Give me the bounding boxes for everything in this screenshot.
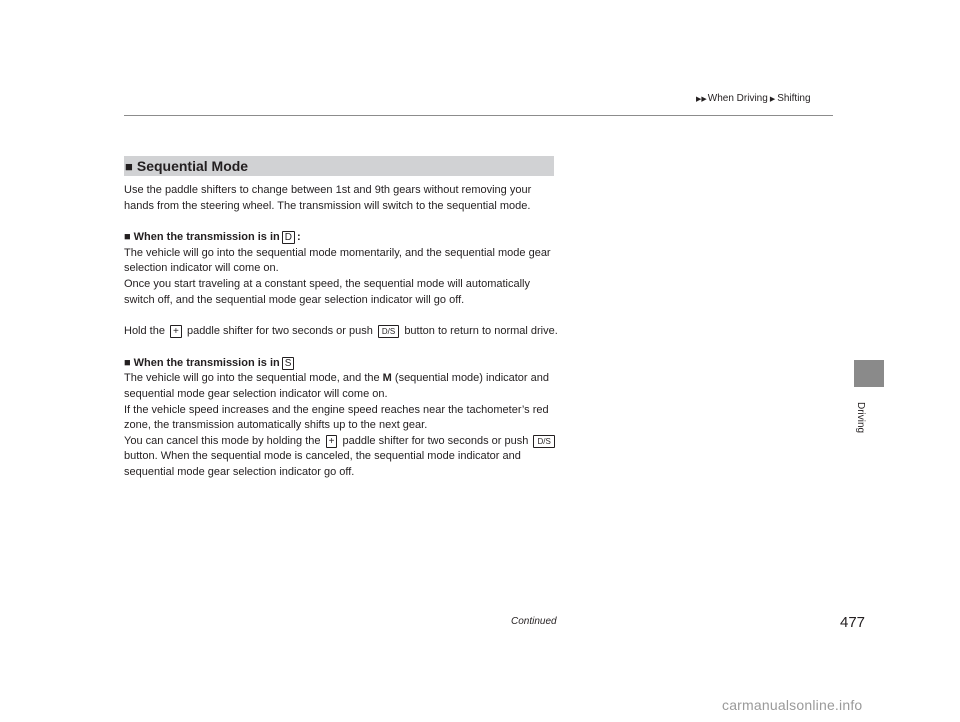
intro-paragraph: Use the paddle shifters to change between 1st and 9th gears without removing your hands from the steering wheel. The transmission will switch to the sequential mode.: [124, 184, 532, 212]
chapter-tab: [854, 360, 884, 387]
breadcrumb: [696, 93, 836, 104]
arrow-icon: ▶: [769, 95, 776, 103]
breadcrumb-item: Shifting: [777, 93, 811, 104]
continued-label: Continued: [511, 616, 557, 627]
section-heading: [124, 156, 554, 176]
square-bullet-icon: ■: [124, 231, 131, 244]
subheading-s: ■ When the transmission is in S: [124, 356, 558, 372]
header-rule: [124, 115, 833, 116]
paragraph: You can cancel this mode by holding the + paddle shifter for two seconds or push D/S button. When the sequential mode is canceled, the sequential mode indicator and sequential mode gear selection indicator go off.: [124, 434, 558, 481]
paragraph: If the vehicle speed increases and the engine speed reaches near the tachometer’s red zone, the transmission automatically shifts up to the next gear.: [124, 403, 549, 432]
section-title: Sequential Mode: [136, 158, 249, 174]
subheading-d: ■ When the transmission is in D :: [124, 230, 558, 246]
paragraph: The vehicle will go into the sequential mode, and the M (sequential mode) indicator and sequential mode gear selection indicator will come on.: [124, 372, 549, 400]
paragraph: Once you start traveling at a constant speed, the sequential mode will automatically switch off, and the sequential mode gear selection indicator will go off.: [124, 277, 531, 306]
gear-s-key-icon: S: [282, 357, 295, 370]
paragraph: The vehicle will go into the sequential mode momentarily, and the sequential mode gear selection indicator will come on.: [124, 246, 551, 275]
plus-paddle-key-icon: +: [170, 325, 182, 338]
ds-button-key-icon: D/S: [378, 325, 399, 338]
watermark: carmanualsonline.info: [722, 697, 863, 713]
page-number: 477: [840, 614, 866, 631]
breadcrumb-item: When Driving: [707, 93, 768, 104]
square-bullet-icon: ■: [124, 356, 131, 369]
square-bullet-icon: ■: [125, 158, 133, 174]
double-arrow-icon: ▶▶: [696, 95, 707, 103]
m-indicator-symbol: M: [382, 372, 392, 385]
paragraph: Hold the + paddle shifter for two seconds or push D/S button to return to normal drive.: [124, 325, 558, 338]
plus-paddle-key-icon: +: [326, 435, 338, 448]
section-body: [124, 183, 558, 481]
gear-d-key-icon: D: [282, 231, 295, 244]
chapter-tab-label: Driving: [855, 402, 866, 434]
ds-button-key-icon: D/S: [533, 435, 554, 448]
